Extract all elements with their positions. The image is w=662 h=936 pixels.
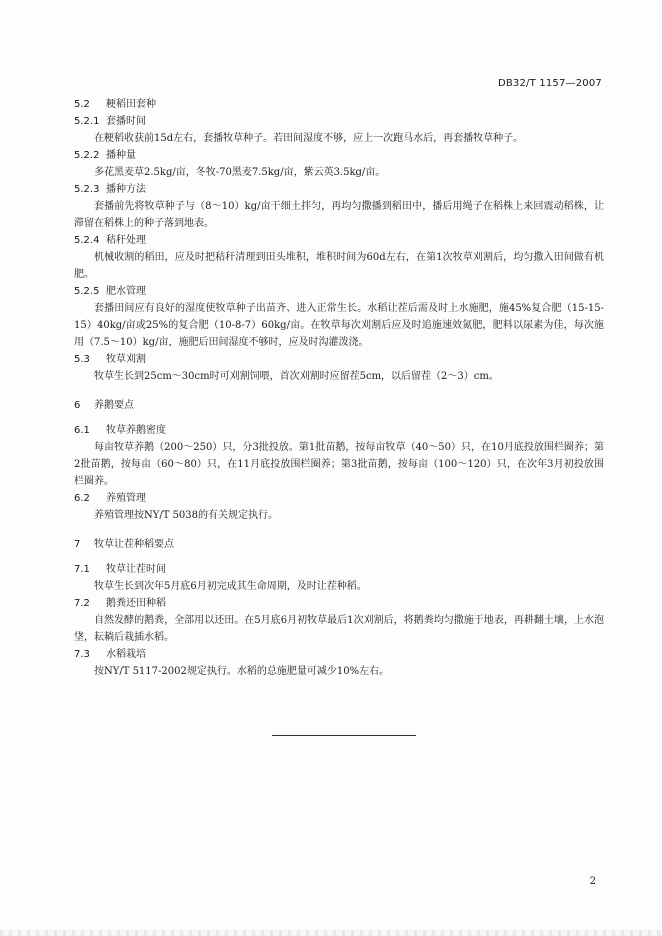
section-6-1-heading bbox=[74, 422, 604, 439]
section-5-2-4-heading bbox=[74, 232, 604, 249]
section-5-2-4-text: 机械收割的稻田，应及时把秸秆清理到田头堆积，堆积时间为60d左右，在第1次牧草刈割后，均匀撒入田间做有机肥。 bbox=[74, 252, 604, 280]
section-number: 6.1 bbox=[74, 425, 90, 436]
section-title: 秸秆处理 bbox=[106, 235, 146, 246]
chapter-7-heading bbox=[74, 536, 604, 553]
section-title: 播种方法 bbox=[106, 184, 146, 195]
page-number: 2 bbox=[589, 876, 596, 887]
section-7-3-heading bbox=[74, 646, 604, 663]
chapter-number: 6 bbox=[74, 400, 81, 411]
section-7-1-heading bbox=[74, 561, 604, 578]
section-6-2-heading bbox=[74, 490, 604, 507]
section-title: 套播时间 bbox=[106, 116, 146, 127]
section-number: 7.2 bbox=[74, 598, 90, 609]
chapter-title: 牧草让茬种稻要点 bbox=[94, 539, 174, 550]
section-6-2-text: 养殖管理按NY/T 5038的有关规定执行。 bbox=[94, 510, 279, 521]
section-number: 5.2.2 bbox=[74, 150, 100, 161]
end-of-document-rule bbox=[272, 735, 416, 736]
section-7-1-text: 牧草生长到次年5月底6月初完成其生命周期，及时让茬种稻。 bbox=[94, 581, 367, 592]
section-title: 鹅粪还田种稻 bbox=[106, 598, 166, 609]
section-7-2-heading bbox=[74, 595, 604, 612]
section-5-2-3-text: 套播前先将牧草种子与（8～10）kg/亩干细土拌匀，再均匀撒播到稻田中，播后用绳子在稻株上来回震动稻株，让滞留在稻株上的种子落到地表。 bbox=[74, 201, 604, 229]
section-5-2-2-text: 多花黑麦草2.5kg/亩，冬牧-70黑麦7.5kg/亩，紫云英3.5kg/亩。 bbox=[94, 167, 386, 178]
section-number: 5.2.5 bbox=[74, 286, 100, 297]
section-title: 牧草养鹅密度 bbox=[106, 425, 166, 436]
section-5-3-text: 牧草生长到25cm～30cm时可刈割饲喂，首次刈割时应留茬5cm，以后留茬（2～3）cm。 bbox=[94, 371, 499, 382]
section-title: 牧草刈割 bbox=[106, 354, 146, 365]
section-title: 水稻栽培 bbox=[106, 649, 146, 660]
scan-edge-strip bbox=[0, 930, 662, 936]
section-6-1-text: 每亩牧草养鹅（200～250）只，分3批投放。第1批苗鹅，按每亩牧草（40～50）只，在10月底投放围栏圈养；第2批苗鹅，按每亩（60～80）只，在11月底投放围栏圈养；第3批苗鹅，按每亩（100～120）只，在次年3月初投放围栏圈养。 bbox=[74, 442, 604, 487]
section-number: 5.3 bbox=[74, 354, 90, 365]
section-number: 7.3 bbox=[74, 649, 90, 660]
section-title: 播种量 bbox=[106, 150, 136, 161]
section-5-2-5-heading bbox=[74, 283, 604, 300]
section-number: 6.2 bbox=[74, 493, 90, 504]
section-title: 粳稻田套种 bbox=[106, 99, 156, 110]
document-body bbox=[74, 96, 604, 680]
section-5-2-1-text: 在粳稻收获前15d左右，套播牧草种子。若田间湿度不够，应上一次跑马水后，再套播牧草种子。 bbox=[94, 133, 524, 144]
section-5-2-5-text: 套播田间应有良好的湿度使牧草种子出苗齐、进入正常生长。水稻让茬后需及时上水施肥，施45%复合肥（15-15-15）40kg/亩或25%的复合肥（10-8-7）60kg/亩。在牧草每次刈割后应及时追施速效氮肥，肥料以尿素为佳，每次施用（7.5～10）kg/亩，施肥后田间湿度不够时，应及时沟灌泼浇。 bbox=[74, 303, 604, 348]
section-number: 5.2.1 bbox=[74, 116, 100, 127]
chapter-number: 7 bbox=[74, 539, 81, 550]
section-5-2-3-heading bbox=[74, 181, 604, 198]
section-5-2-heading bbox=[74, 96, 604, 113]
section-7-3-text: 按NY/T 5117-2002规定执行。水稻的总施肥量可减少10%左右。 bbox=[94, 666, 390, 677]
section-5-3-heading bbox=[74, 351, 604, 368]
section-title: 牧草让茬时间 bbox=[106, 564, 166, 575]
section-5-2-1-heading bbox=[74, 113, 604, 130]
standard-code: DB32/T 1157—2007 bbox=[497, 78, 602, 89]
section-7-2-text: 自然发酵的鹅粪，全部用以还田。在5月底6月初牧草最后1次刈割后，将鹅粪均匀撒施于地表，再耕翻土壤，上水泡垡，耘耥后栽插水稻。 bbox=[74, 615, 604, 643]
chapter-title: 养鹅要点 bbox=[94, 400, 134, 411]
section-title: 肥水管理 bbox=[106, 286, 146, 297]
section-number: 5.2 bbox=[74, 99, 90, 110]
section-number: 7.1 bbox=[74, 564, 90, 575]
section-title: 养殖管理 bbox=[106, 493, 146, 504]
section-number: 5.2.3 bbox=[74, 184, 100, 195]
section-number: 5.2.4 bbox=[74, 235, 100, 246]
section-5-2-2-heading bbox=[74, 147, 604, 164]
chapter-6-heading bbox=[74, 397, 604, 414]
